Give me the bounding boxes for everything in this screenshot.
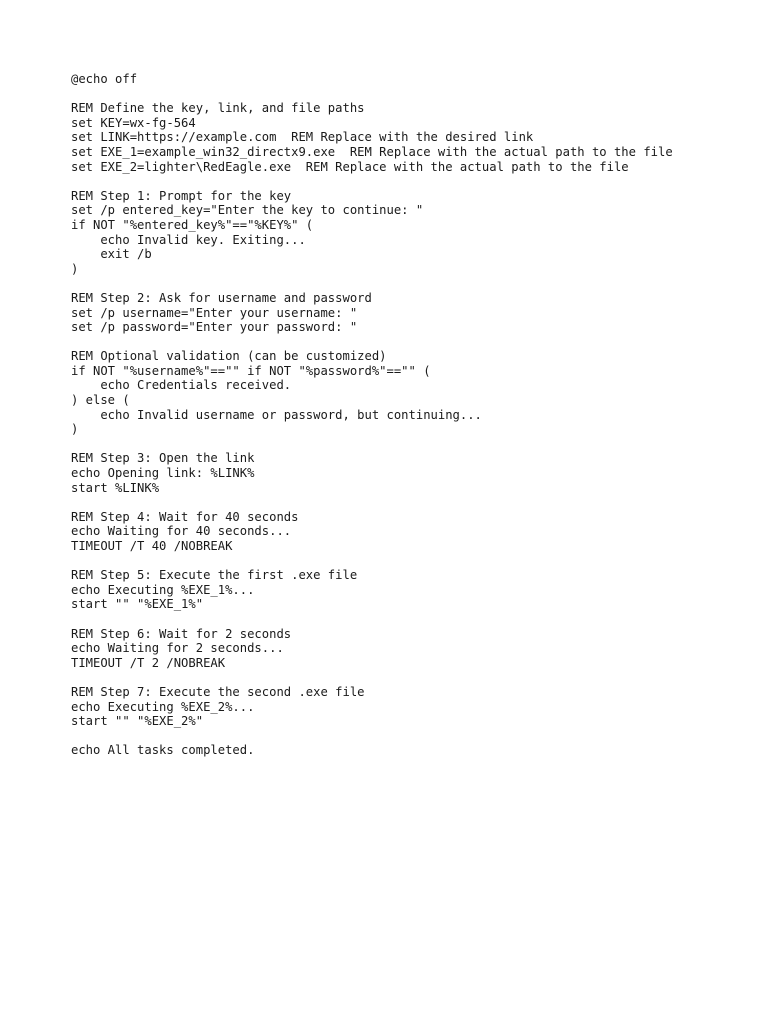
code-line: REM Step 6: Wait for 2 seconds	[71, 626, 292, 641]
code-line: if NOT "%username%"=="" if NOT "%password%"=="" (	[71, 363, 431, 378]
code-line: REM Optional validation (can be customized)	[71, 349, 387, 364]
code-line: set /p username="Enter your username: "	[71, 305, 358, 320]
blank-line	[71, 612, 673, 627]
code-line: )	[71, 261, 79, 276]
code-line: exit /b	[71, 247, 152, 262]
code-line: REM Step 5: Execute the first .exe file	[71, 568, 358, 583]
blank-line	[71, 437, 673, 452]
code-line: ) else (	[71, 393, 130, 408]
code-line: echo All tasks completed.	[71, 743, 255, 758]
code-line: start "" "%EXE_2%"	[71, 714, 204, 729]
code-line: echo Opening link: %LINK%	[71, 466, 255, 481]
code-line: echo Invalid key. Exiting...	[71, 232, 306, 247]
code-line: echo Executing %EXE_2%...	[71, 699, 255, 714]
code-line: )	[71, 422, 79, 437]
code-line: set /p password="Enter your password: "	[71, 320, 358, 335]
code-line: echo Invalid username or password, but continuing...	[71, 407, 482, 422]
blank-line	[71, 729, 673, 744]
code-line: set LINK=https://example.com REM Replace with the desired link	[71, 130, 534, 145]
code-line: REM Step 1: Prompt for the key	[71, 188, 292, 203]
blank-line	[71, 87, 673, 102]
code-line: REM Step 2: Ask for username and password	[71, 290, 372, 305]
blank-line	[71, 174, 673, 189]
code-line: REM Step 4: Wait for 40 seconds	[71, 509, 299, 524]
code-line: if NOT "%entered_key%"=="%KEY%" (	[71, 217, 314, 232]
code-line: @echo off	[71, 72, 138, 86]
blank-line	[71, 554, 673, 569]
blank-line	[71, 495, 673, 510]
code-line: start "" "%EXE_1%"	[71, 597, 204, 612]
code-line: set /p entered_key="Enter the key to continue: "	[71, 203, 424, 218]
code-line: echo Waiting for 2 seconds...	[71, 641, 284, 656]
code-line: TIMEOUT /T 2 /NOBREAK	[71, 655, 226, 670]
blank-line	[71, 335, 673, 350]
code-line: REM Step 3: Open the link	[71, 451, 255, 466]
code-line: set EXE_2=lighter\RedEagle.exe REM Replace with the actual path to the file	[71, 159, 629, 174]
code-line: REM Define the key, link, and file paths	[71, 101, 365, 116]
code-line: echo Waiting for 40 seconds...	[71, 524, 292, 539]
blank-line	[71, 276, 673, 291]
batch-script-text	[71, 72, 673, 758]
code-line: set EXE_1=example_win32_directx9.exe REM Replace with the actual path to the file	[71, 144, 673, 159]
code-line: echo Executing %EXE_1%...	[71, 582, 255, 597]
code-line: set KEY=wx-fg-564	[71, 115, 196, 130]
code-line: TIMEOUT /T 40 /NOBREAK	[71, 539, 233, 553]
code-line: echo Credentials received.	[71, 378, 292, 393]
code-line: start %LINK%	[71, 480, 160, 495]
blank-line	[71, 670, 673, 685]
code-line: REM Step 7: Execute the second .exe file	[71, 684, 365, 699]
